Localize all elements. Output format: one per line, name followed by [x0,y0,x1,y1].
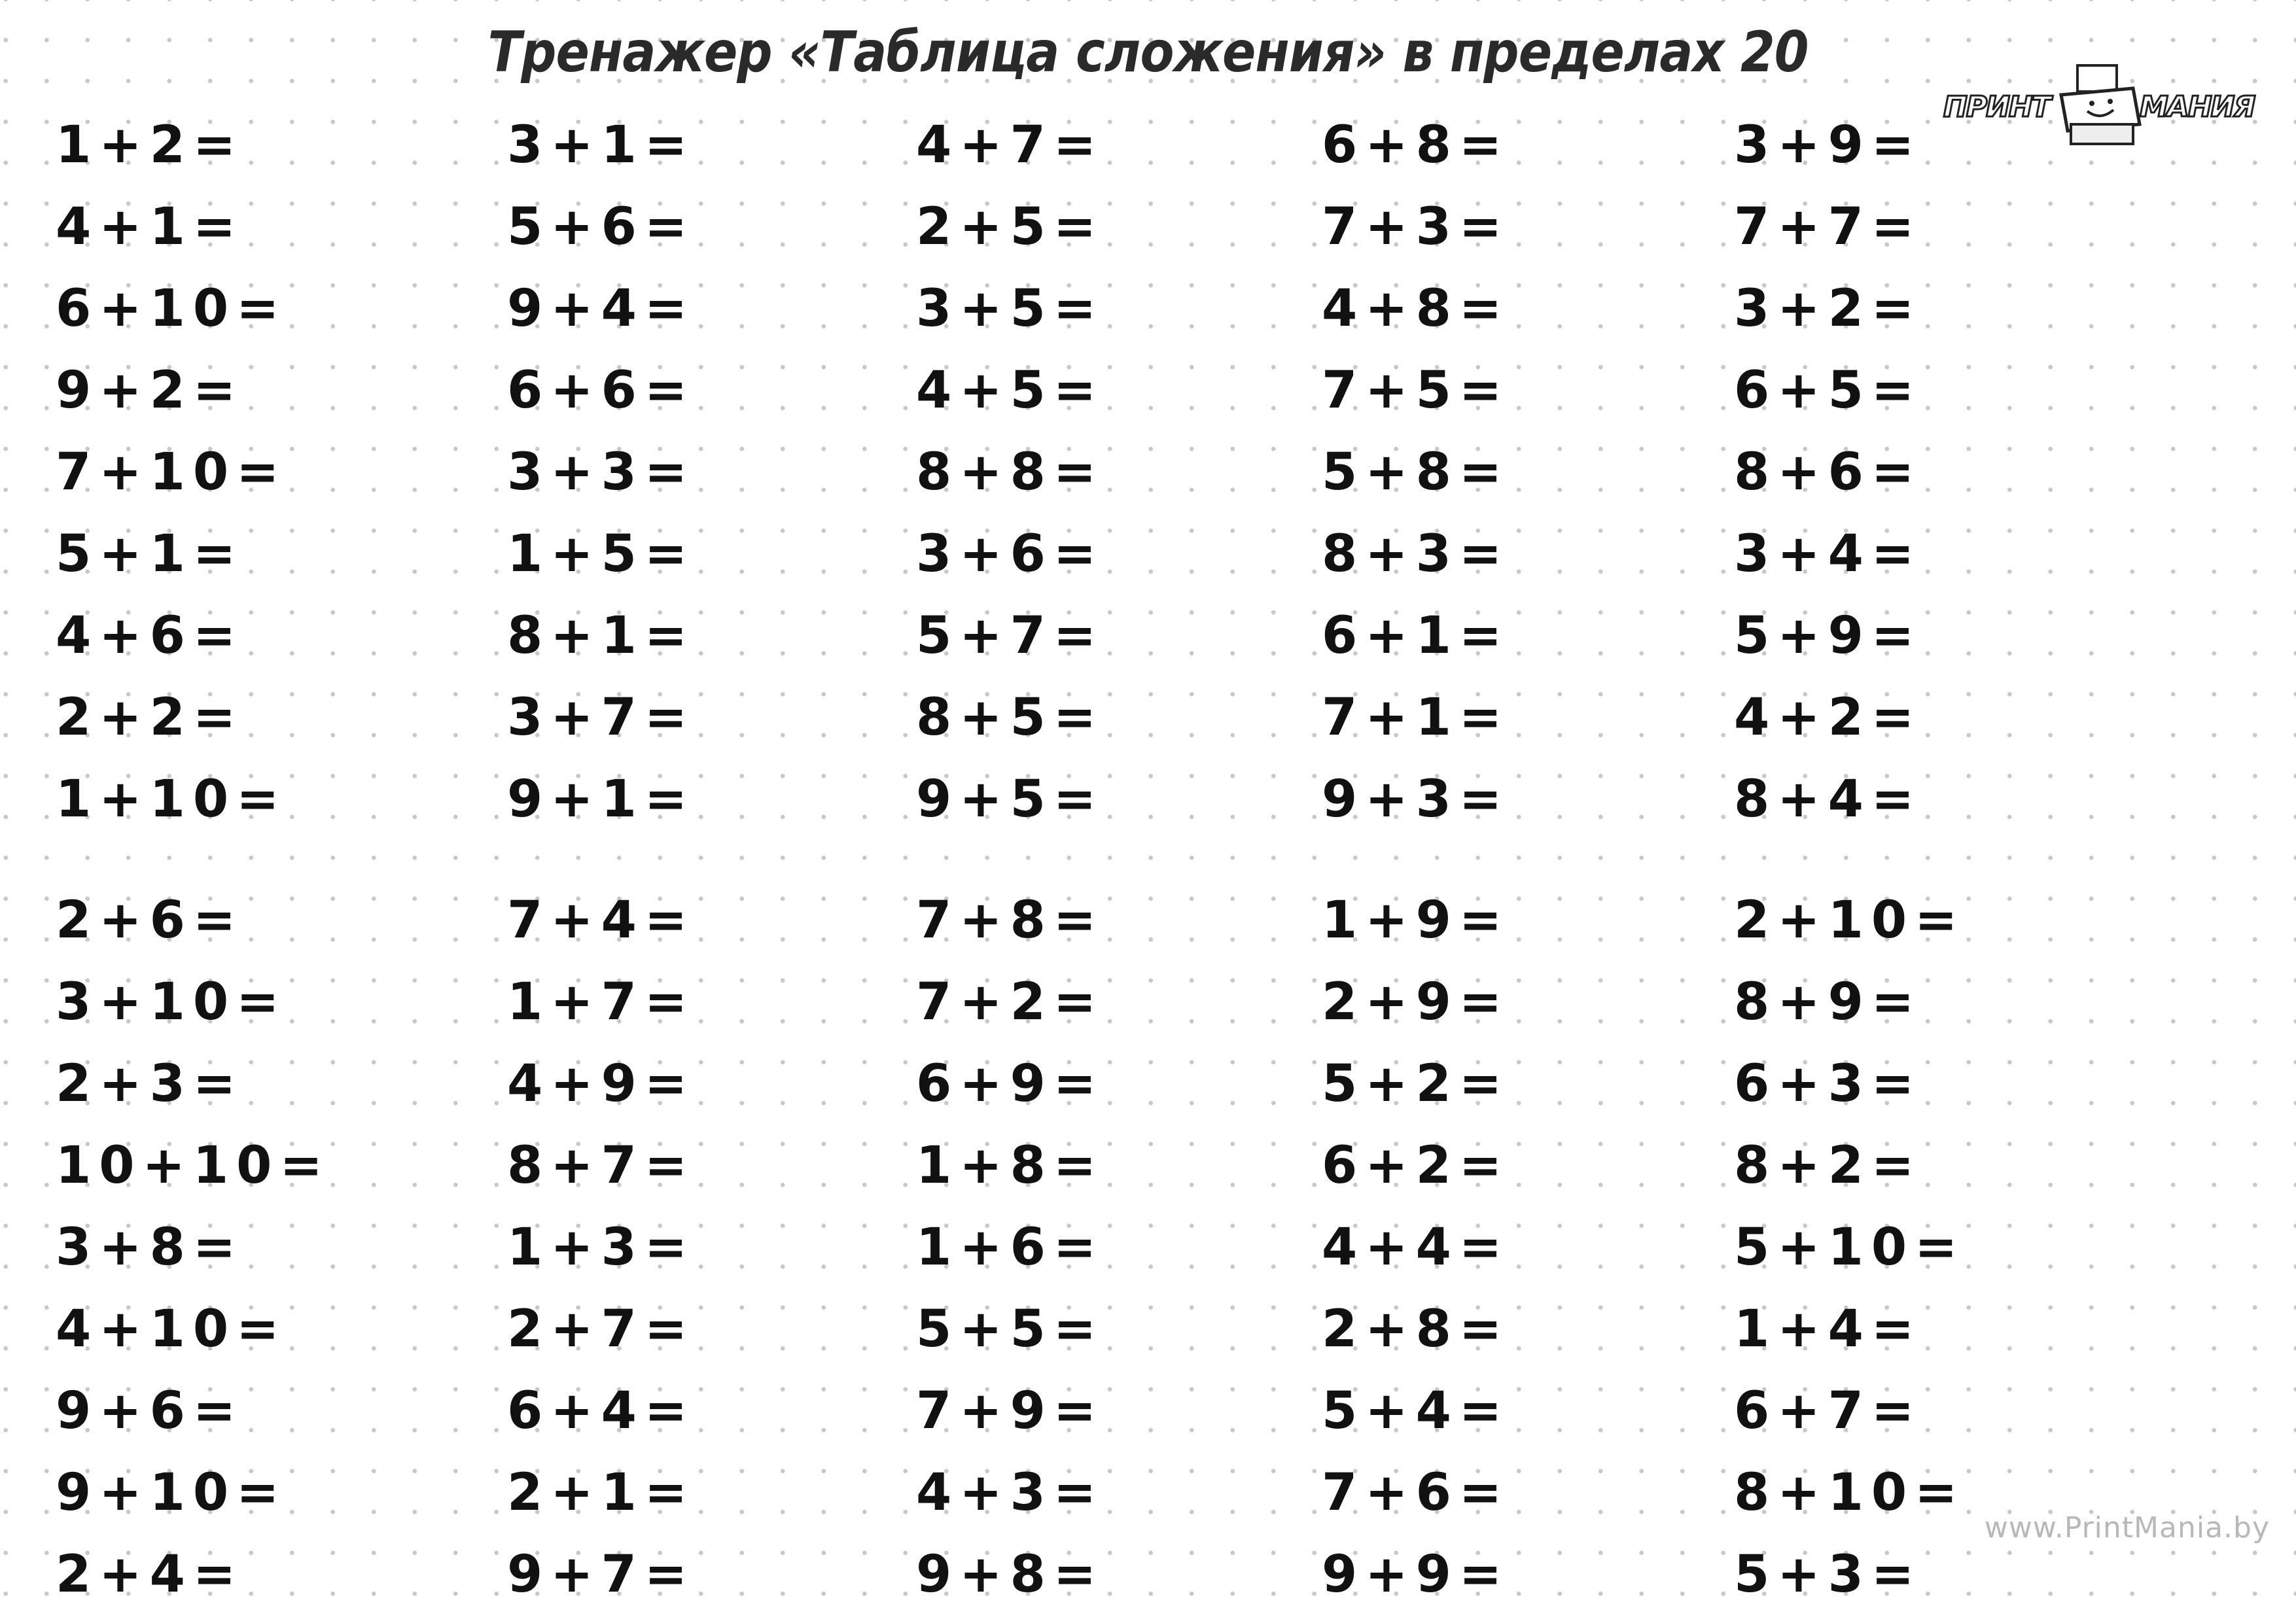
addition-problem: 8+6= [1734,443,1922,502]
addition-problem: 8+2= [1734,1136,1922,1195]
addition-problem: 3+5= [916,279,1104,338]
addition-problem: 3+6= [916,525,1104,584]
addition-problem: 1+6= [916,1218,1104,1277]
addition-problem: 6+7= [1734,1382,1922,1440]
addition-problem: 5+6= [507,198,696,256]
addition-problem: 7+4= [507,891,696,950]
addition-problem: 7+10= [56,443,287,502]
addition-problem: 7+7= [1734,198,1922,256]
addition-problem: 3+1= [507,116,696,175]
addition-problem: 8+3= [1322,525,1510,584]
exercise-block-1 [56,105,2149,841]
addition-problem: 6+5= [1734,361,1922,420]
addition-problem: 5+1= [56,525,244,584]
page-title: Тренажер «Таблица сложения» в пределах 20 [487,20,1809,85]
addition-problem: 6+10= [56,279,287,338]
logo-left-text: ПРИНТ [1943,90,2050,124]
addition-problem: 2+1= [507,1463,696,1522]
addition-problem: 5+10= [1734,1218,1966,1277]
addition-problem: 4+2= [1734,688,1922,747]
addition-problem: 1+10= [56,770,287,829]
addition-problem: 2+9= [1322,973,1510,1032]
addition-problem: 4+1= [56,198,244,256]
addition-problem: 5+3= [1734,1545,1922,1604]
addition-problem: 5+8= [1322,443,1510,502]
addition-problem: 1+5= [507,525,696,584]
addition-problem: 6+1= [1322,606,1510,665]
addition-problem: 4+5= [916,361,1104,420]
addition-problem: 9+7= [507,1545,696,1604]
addition-problem: 8+7= [507,1136,696,1195]
addition-problem: 8+4= [1734,770,1922,829]
addition-problem: 7+5= [1322,361,1510,420]
addition-problem: 2+8= [1322,1300,1510,1359]
addition-problem: 7+1= [1322,688,1510,747]
addition-problem: 3+10= [56,973,287,1032]
addition-problem: 6+8= [1322,116,1510,175]
addition-problem: 8+9= [1734,973,1922,1032]
addition-problem: 4+9= [507,1055,696,1113]
addition-problem: 8+10= [1734,1463,1966,1522]
addition-problem: 3+9= [1734,116,1922,175]
addition-problem: 9+10= [56,1463,287,1522]
addition-problem: 9+5= [916,770,1104,829]
addition-problem: 7+3= [1322,198,1510,256]
addition-problem: 5+7= [916,606,1104,665]
addition-problem: 4+4= [1322,1218,1510,1277]
addition-problem: 9+4= [507,279,696,338]
addition-problem: 8+8= [916,443,1104,502]
addition-problem: 2+2= [56,688,244,747]
logo-right-text: МАНИЯ [2140,90,2255,124]
addition-problem: 9+2= [56,361,244,420]
addition-problem: 7+9= [916,1382,1104,1440]
addition-problem: 7+2= [916,973,1104,1032]
addition-problem: 4+6= [56,606,244,665]
addition-problem: 1+4= [1734,1300,1922,1359]
addition-problem: 4+8= [1322,279,1510,338]
addition-problem: 6+2= [1322,1136,1510,1195]
addition-problem: 3+3= [507,443,696,502]
website-footer: www.PrintMania.by [1984,1511,2270,1544]
addition-problem: 2+7= [507,1300,696,1359]
addition-problem: 5+2= [1322,1055,1510,1113]
addition-problem: 3+8= [56,1218,244,1277]
addition-problem: 4+7= [916,116,1104,175]
addition-problem: 3+4= [1734,525,1922,584]
exercise-block-2 [56,880,2149,1616]
addition-problem: 7+8= [916,891,1104,950]
addition-problem: 9+8= [916,1545,1104,1604]
addition-problem: 3+7= [507,688,696,747]
addition-problem: 8+1= [507,606,696,665]
addition-problem: 8+5= [916,688,1104,747]
addition-problem: 1+2= [56,116,244,175]
addition-problem: 2+5= [916,198,1104,256]
addition-problem: 6+3= [1734,1055,1922,1113]
addition-problem: 1+3= [507,1218,696,1277]
addition-problem: 5+9= [1734,606,1922,665]
addition-problem: 9+3= [1322,770,1510,829]
addition-problem: 2+3= [56,1055,244,1113]
addition-problem: 5+4= [1322,1382,1510,1440]
addition-problem: 7+6= [1322,1463,1510,1522]
addition-problem: 1+8= [916,1136,1104,1195]
addition-problem: 2+10= [1734,891,1966,950]
addition-problem: 2+4= [56,1545,244,1604]
addition-problem: 4+3= [916,1463,1104,1522]
addition-problem: 9+1= [507,770,696,829]
addition-problem: 1+9= [1322,891,1510,950]
addition-problem: 1+7= [507,973,696,1032]
addition-problem: 2+6= [56,891,244,950]
addition-problem: 10+10= [56,1136,330,1195]
addition-problem: 9+9= [1322,1545,1510,1604]
addition-problem: 3+2= [1734,279,1922,338]
addition-problem: 6+6= [507,361,696,420]
addition-problem: 9+6= [56,1382,244,1440]
addition-problem: 6+4= [507,1382,696,1440]
addition-problem: 5+5= [916,1300,1104,1359]
addition-problem: 4+10= [56,1300,287,1359]
addition-problem: 6+9= [916,1055,1104,1113]
